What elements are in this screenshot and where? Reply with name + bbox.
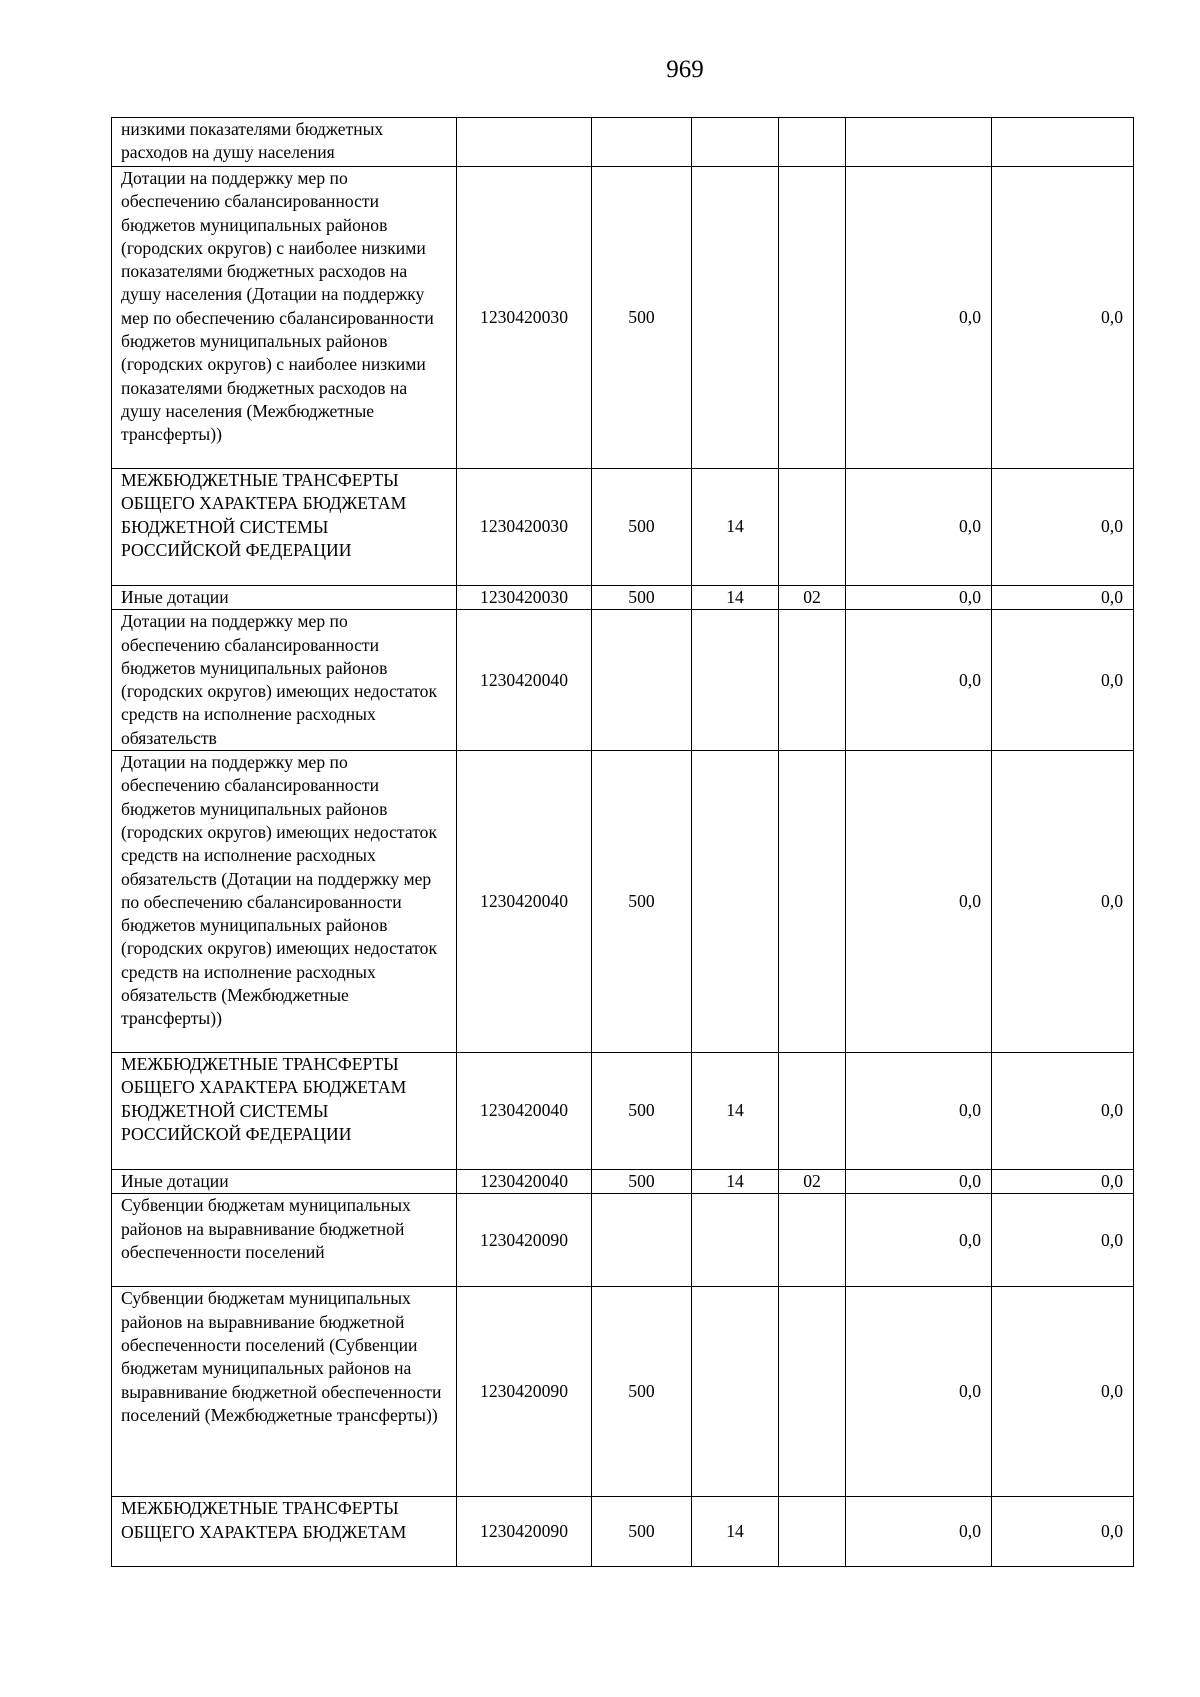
table-row [112, 586, 1134, 610]
expense-type [592, 118, 692, 167]
section-code: 14 [692, 1497, 779, 1567]
target-code: 1230420030 [457, 167, 592, 469]
row-description: Дотации на поддержку мер по обеспечению сбалансированности бюджетов муниципальных районов (городских округов) имеющих недостаток средств на исполнение расходных обязательств [112, 610, 457, 751]
budget-table [111, 117, 1134, 1567]
expense-type: 500 [592, 1287, 692, 1497]
amount-year-1: 0,0 [846, 1053, 992, 1170]
section-code: 14 [692, 586, 779, 610]
amount-year-1: 0,0 [846, 1170, 992, 1194]
row-description: Дотации на поддержку мер по обеспечению сбалансированности бюджетов муниципальных районов (городских округов) имеющих недостаток средств на исполнение расходных обязательств (Дотации на поддержку мер по обеспечению сбалансированности бюджетов муниципальных районов (городских округов) имеющих недостаток средств на исполнение расходных обязательств (Межбюджетные трансферты)) [112, 751, 457, 1053]
row-description: МЕЖБЮДЖЕТНЫЕ ТРАНСФЕРТЫ ОБЩЕГО ХАРАКТЕРА БЮДЖЕТАМ [112, 1497, 457, 1567]
section-code: 14 [692, 1053, 779, 1170]
target-code: 1230420030 [457, 586, 592, 610]
amount-year-1: 0,0 [846, 469, 992, 586]
table-row [112, 751, 1134, 1053]
amount-year-2: 0,0 [992, 167, 1134, 469]
row-description: Иные дотации [112, 1170, 457, 1194]
target-code: 1230420040 [457, 1170, 592, 1194]
expense-type: 500 [592, 586, 692, 610]
amount-year-1: 0,0 [846, 610, 992, 751]
subsection-code: 02 [779, 1170, 846, 1194]
target-code: 1230420040 [457, 1053, 592, 1170]
target-code: 1230420090 [457, 1194, 592, 1287]
amount-year-2: 0,0 [992, 1170, 1134, 1194]
table-row [112, 118, 1134, 167]
subsection-code [779, 1194, 846, 1287]
section-code [692, 1287, 779, 1497]
table-row [112, 1053, 1134, 1170]
amount-year-1 [846, 118, 992, 167]
expense-type: 500 [592, 1053, 692, 1170]
subsection-code [779, 167, 846, 469]
amount-year-1: 0,0 [846, 586, 992, 610]
section-code: 14 [692, 469, 779, 586]
subsection-code [779, 118, 846, 167]
subsection-code [779, 751, 846, 1053]
table-row [112, 469, 1134, 586]
expense-type: 500 [592, 469, 692, 586]
amount-year-2: 0,0 [992, 1194, 1134, 1287]
subsection-code [779, 1497, 846, 1567]
amount-year-2: 0,0 [992, 1287, 1134, 1497]
section-code [692, 118, 779, 167]
amount-year-2 [992, 118, 1134, 167]
expense-type [592, 610, 692, 751]
section-code [692, 610, 779, 751]
amount-year-2: 0,0 [992, 751, 1134, 1053]
expense-type [592, 1194, 692, 1287]
table-row [112, 1170, 1134, 1194]
section-code [692, 1194, 779, 1287]
amount-year-1: 0,0 [846, 1497, 992, 1567]
target-code [457, 118, 592, 167]
amount-year-1: 0,0 [846, 1287, 992, 1497]
amount-year-1: 0,0 [846, 167, 992, 469]
expense-type: 500 [592, 1497, 692, 1567]
table-row [112, 1287, 1134, 1497]
expense-type: 500 [592, 1170, 692, 1194]
row-description: низкими показателями бюджетных расходов на душу населения [112, 118, 457, 167]
amount-year-2: 0,0 [992, 1497, 1134, 1567]
amount-year-1: 0,0 [846, 751, 992, 1053]
row-description: Дотации на поддержку мер по обеспечению сбалансированности бюджетов муниципальных районов (городских округов) с наиболее низкими показателями бюджетных расходов на душу населения (Дотации на поддержку мер по обеспечению сбалансированности бюджетов муниципальных районов (городских округов) с наиболее низкими показателями бюджетных расходов на душу населения (Межбюджетные трансферты)) [112, 167, 457, 469]
section-code [692, 167, 779, 469]
expense-type: 500 [592, 751, 692, 1053]
target-code: 1230420090 [457, 1287, 592, 1497]
section-code: 14 [692, 1170, 779, 1194]
amount-year-2: 0,0 [992, 586, 1134, 610]
amount-year-2: 0,0 [992, 610, 1134, 751]
expense-type: 500 [592, 167, 692, 469]
amount-year-2: 0,0 [992, 1053, 1134, 1170]
subsection-code [779, 1053, 846, 1170]
table-row [112, 610, 1134, 751]
subsection-code [779, 1287, 846, 1497]
row-description: Субвенции бюджетам муниципальных районов на выравнивание бюджетной обеспеченности поселений (Субвенции бюджетам муниципальных районов на выравнивание бюджетной обеспеченности поселений (Межбюджетные трансферты)) [112, 1287, 457, 1497]
subsection-code [779, 469, 846, 586]
table-row [112, 1497, 1134, 1567]
subsection-code: 02 [779, 586, 846, 610]
row-description: МЕЖБЮДЖЕТНЫЕ ТРАНСФЕРТЫ ОБЩЕГО ХАРАКТЕРА БЮДЖЕТАМ БЮДЖЕТНОЙ СИСТЕМЫ РОССИЙСКОЙ ФЕДЕРАЦИИ [112, 469, 457, 586]
target-code: 1230420040 [457, 610, 592, 751]
row-description: МЕЖБЮДЖЕТНЫЕ ТРАНСФЕРТЫ ОБЩЕГО ХАРАКТЕРА БЮДЖЕТАМ БЮДЖЕТНОЙ СИСТЕМЫ РОССИЙСКОЙ ФЕДЕРАЦИИ [112, 1053, 457, 1170]
amount-year-2: 0,0 [992, 469, 1134, 586]
row-description: Иные дотации [112, 586, 457, 610]
amount-year-1: 0,0 [846, 1194, 992, 1287]
target-code: 1230420040 [457, 751, 592, 1053]
target-code: 1230420030 [457, 469, 592, 586]
page-number: 969 [666, 56, 704, 83]
table-row [112, 167, 1134, 469]
target-code: 1230420090 [457, 1497, 592, 1567]
row-description: Субвенции бюджетам муниципальных районов на выравнивание бюджетной обеспеченности поселений [112, 1194, 457, 1287]
subsection-code [779, 610, 846, 751]
table-row [112, 1194, 1134, 1287]
section-code [692, 751, 779, 1053]
